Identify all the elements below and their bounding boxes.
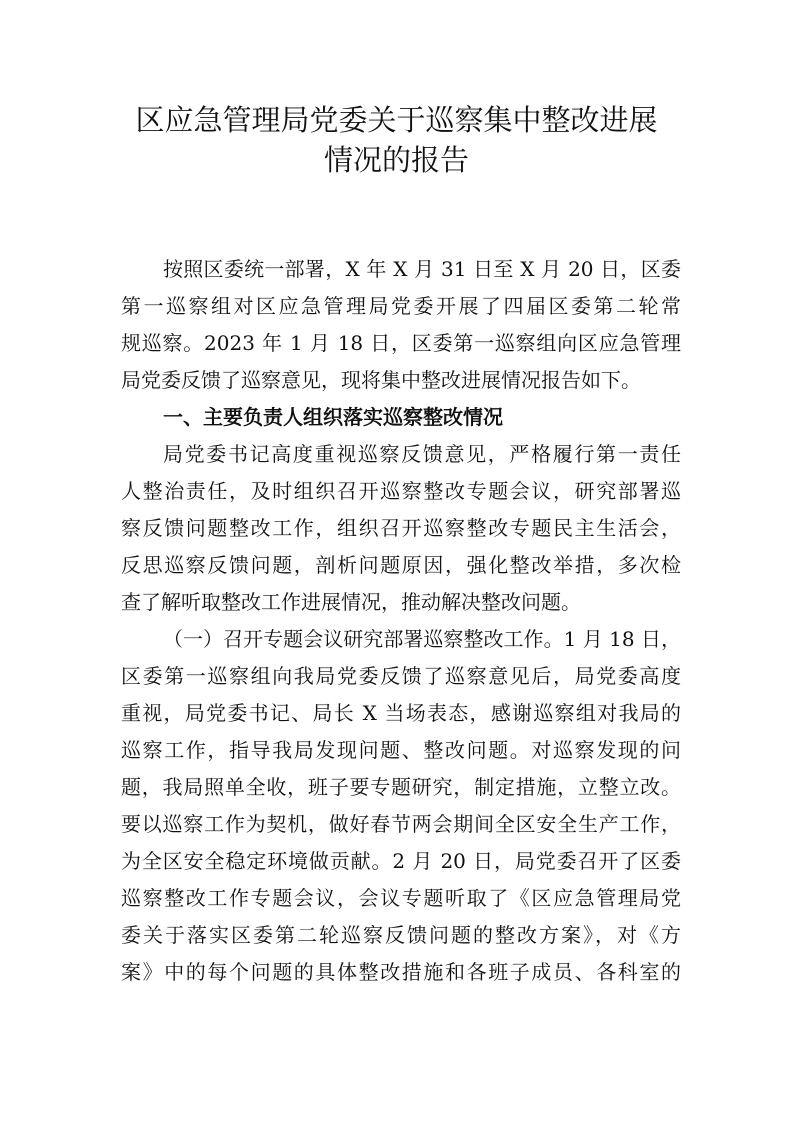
paragraph-3-line-3: 重视，局党委书记、局长 X 当场表态，感谢巡察组对我局的 bbox=[121, 701, 681, 725]
title-line-2: 情况的报告 bbox=[323, 143, 469, 177]
paragraph-2-line-1: 局党委书记高度重视巡察反馈意见，严格履行第一责任 bbox=[163, 442, 681, 466]
paragraph-3-line-6: 要以巡察工作为契机，做好春节两会期间全区安全生产工作， bbox=[121, 812, 681, 836]
paragraph-3-line-7: 为全区安全稳定环境做贡献。2 月 20 日，局党委召开了区委 bbox=[121, 849, 681, 873]
paragraph-2-line-5: 查了解听取整改工作进展情况，推动解决整改问题。 bbox=[121, 590, 581, 614]
paragraph-1-line-2: 第一巡察组对区应急管理局党委开展了四届区委第二轮常 bbox=[121, 294, 681, 318]
paragraph-2-line-2: 人整治责任，及时组织召开巡察整改专题会议，研究部署巡 bbox=[121, 479, 681, 503]
paragraph-3-line-10: 案》中的每个问题的具体整改措施和各班子成员、各科室的 bbox=[121, 960, 681, 984]
title-line-1: 区应急管理局党委关于巡察集中整改进展 bbox=[135, 103, 658, 137]
paragraph-3-line-9: 委关于落实区委第二轮巡察反馈问题的整改方案》，对《方 bbox=[121, 923, 681, 947]
paragraph-3-line-1: （一）召开专题会议研究部署巡察整改工作。1 月 18 日， bbox=[163, 627, 681, 651]
paragraph-3-line-8: 巡察整改工作专题会议，会议专题听取了《区应急管理局党 bbox=[121, 886, 681, 910]
paragraph-3-line-2: 区委第一巡察组向我局党委反馈了巡察意见后，局党委高度 bbox=[121, 664, 681, 688]
section-heading-1: 一、主要负责人组织落实巡察整改情况 bbox=[163, 405, 503, 429]
paragraph-2-line-3: 察反馈问题整改工作，组织召开巡察整改专题民主生活会， bbox=[121, 516, 681, 540]
paragraph-1-line-1: 按照区委统一部署，X 年 X 月 31 日至 X 月 20 日，区委 bbox=[163, 257, 681, 281]
paragraph-2-line-4: 反思巡察反馈问题，剖析问题原因，强化整改举措，多次检 bbox=[121, 553, 681, 577]
paragraph-1-line-4: 局党委反馈了巡察意见，现将集中整改进展情况报告如下。 bbox=[121, 368, 641, 392]
paragraph-1-line-3: 规巡察。2023 年 1 月 18 日，区委第一巡察组向区应急管理 bbox=[121, 331, 681, 355]
paragraph-3-line-4: 巡察工作，指导我局发现问题、整改问题。对巡察发现的问 bbox=[121, 738, 681, 762]
paragraph-3-line-5: 题，我局照单全收，班子要专题研究，制定措施，立整立改。 bbox=[121, 775, 681, 799]
